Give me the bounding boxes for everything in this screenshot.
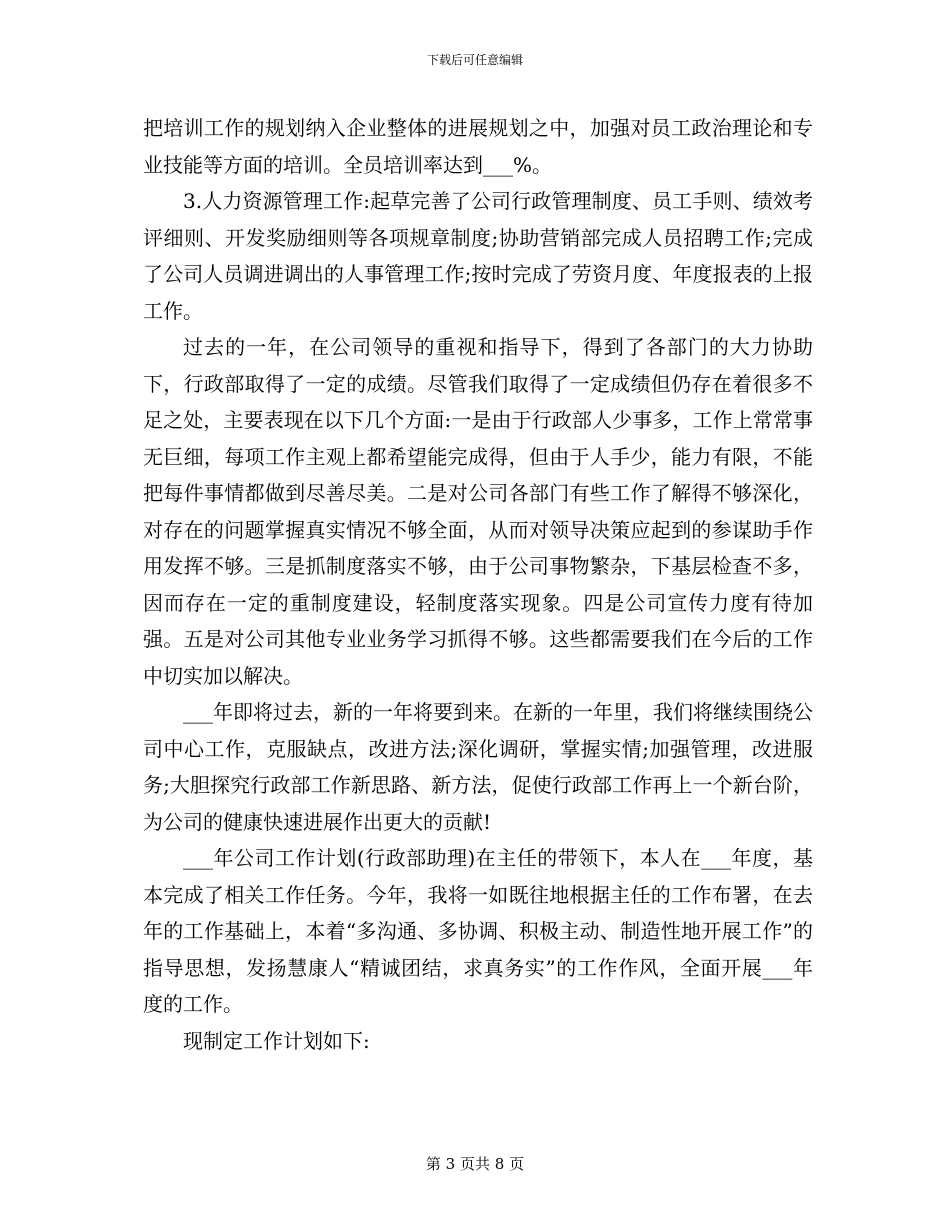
document-body xyxy=(143,110,813,1059)
paragraph-new-year-outlook: ___年即将过去，新的一年将要到来。在新的一年里，我们将继续围绕公司中心工作，克服缺点，改进方法;深化调研，掌握实情;加强管理，改进服务;大胆探究行政部工作新思路、新方法，促使行政部工作再上一个新台阶，为公司的健康快速进展作出更大的贡献! xyxy=(143,700,813,834)
paragraph-work-plan-intro: ___年公司工作计划(行政部助理)在主任的带领下，本人在___年度，基本完成了相关工作任务。今年，我将一如既往地根据主任的工作布署，在去年的工作基础上，本着“多沟通、多协调、积极主动、制造性地开展工作”的指导思想，发扬慧康人“精诚团结，求真务实”的工作作风，全面开展___年度的工作。 xyxy=(143,846,813,1016)
paragraph-plan-heading: 现制定工作计划如下: xyxy=(183,1028,370,1053)
paragraph-past-year-review: 过去的一年，在公司领导的重视和指导下，得到了各部门的大力协助下，行政部取得了一定的成绩。尽管我们取得了一定成绩但仍存在着很多不足之处，主要表现在以下几个方面:一是由于行政部人少事多，工作上常常事无巨细，每项工作主观上都希望能完成得，但由于人手少，能力有限，不能把每件事情都做到尽善尽美。二是对公司各部门有些工作了解得不够深化，对存在的问题掌握真实情况不够全面，从而对领导决策应起到的参谋助手作用发挥不够。三是抓制度落实不够，由于公司事物繁杂，下基层检查不多，因而存在一定的重制度建设，轻制度落实现象。四是公司宣传力度有待加强。五是对公司其他专业业务学习抓得不够。这些都需要我们在今后的工作中切实加以解决。 xyxy=(143,335,813,688)
page-header: 下载后可任意编辑 xyxy=(426,53,523,67)
page-footer: 第 3 页共 8 页 xyxy=(425,1155,525,1173)
paragraph-training-continued: 把培训工作的规划纳入企业整体的进展规划之中，加强对员工政治理论和专业技能等方面的培训。全员培训率达到___%。 xyxy=(143,116,813,177)
paragraph-hr-management: 3.人力资源管理工作:起草完善了公司行政管理制度、员工手则、绩效考评细则、开发奖励细则等各项规章制度;协助营销部完成人员招聘工作;完成了公司人员调进调出的人事管理工作;按时完成了劳资月度、年度报表的上报工作。 xyxy=(143,189,813,323)
